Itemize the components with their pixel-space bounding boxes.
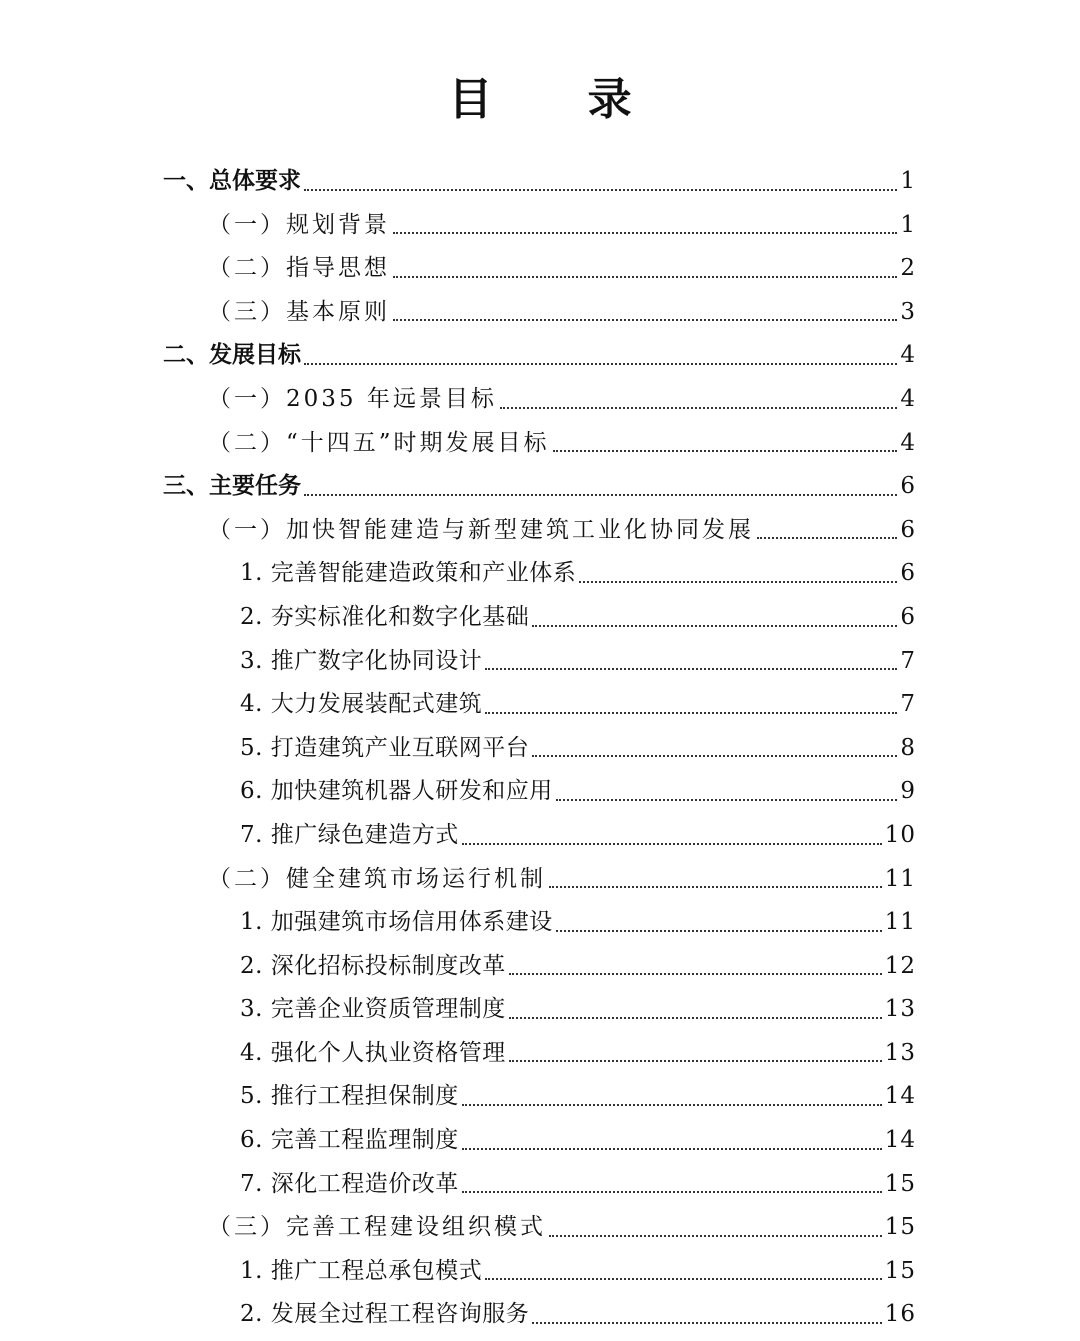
toc-dot-leader — [532, 1321, 881, 1324]
toc-page-number: 4 — [900, 385, 916, 412]
toc-page-number: 1 — [900, 211, 916, 238]
toc-page-number: 15 — [884, 1257, 916, 1284]
toc-dot-leader — [485, 711, 897, 714]
toc-page-number: 6 — [900, 516, 916, 543]
toc-dot-leader — [553, 449, 898, 452]
toc-entry-label: 二、发展目标 — [163, 342, 301, 369]
toc-dot-leader — [532, 754, 897, 757]
toc-dot-leader — [462, 1190, 882, 1193]
toc-page-number: 1 — [900, 168, 916, 194]
toc-dot-leader — [556, 798, 898, 801]
toc-page-number: 4 — [900, 342, 916, 369]
toc-dot-leader — [549, 885, 882, 888]
toc-dot-leader — [304, 362, 897, 365]
toc-page-number: 15 — [884, 1170, 916, 1197]
toc-entry-label: 2. 深化招标投标制度改革 — [240, 952, 506, 979]
toc-page-number: 13 — [884, 996, 916, 1023]
toc-page-number: 14 — [884, 1083, 916, 1110]
toc-dot-leader — [393, 275, 897, 278]
toc-entry-label: 3. 完善企业资质管理制度 — [240, 996, 506, 1023]
toc-page-number: 2 — [900, 255, 916, 282]
toc-entry[interactable] — [0, 1250, 1080, 1294]
toc-page-number: 6 — [900, 473, 916, 500]
toc-dot-leader — [757, 536, 897, 539]
toc-dot-leader — [532, 624, 897, 627]
toc-entry-label: 3. 推广数字化协同设计 — [240, 647, 483, 674]
toc-dot-leader — [485, 1277, 881, 1280]
toc-page-number: 6 — [900, 560, 916, 587]
toc-dot-leader — [393, 318, 897, 321]
toc-dot-leader — [579, 580, 897, 583]
toc-entry[interactable] — [0, 378, 1080, 422]
toc-page-number: 11 — [884, 865, 916, 892]
toc-entry[interactable] — [0, 988, 1080, 1032]
toc-entry-label: 6. 加快建筑机器人研发和应用 — [240, 778, 553, 805]
toc-page-number: 15 — [884, 1214, 916, 1241]
toc-entry-label: 6. 完善工程监理制度 — [240, 1127, 459, 1154]
table-of-contents — [0, 160, 1080, 1337]
toc-entry[interactable] — [0, 945, 1080, 989]
toc-dot-leader — [509, 972, 882, 975]
toc-entry-label: 三、主要任务 — [163, 473, 301, 500]
toc-entry-label: 2. 夯实标准化和数字化基础 — [240, 603, 530, 630]
toc-entry-label: 5. 打造建筑产业互联网平台 — [240, 734, 530, 761]
toc-dot-leader — [509, 1016, 882, 1019]
page-title: 目 录 — [448, 74, 672, 125]
toc-page-number: 7 — [900, 691, 916, 718]
toc-entry[interactable] — [0, 1206, 1080, 1250]
toc-entry-label: （三）基本原则 — [208, 298, 390, 325]
toc-entry-label: （一）2035 年远景目标 — [208, 385, 497, 412]
toc-dot-leader — [462, 1103, 882, 1106]
toc-entry[interactable] — [0, 247, 1080, 291]
toc-page-number: 10 — [884, 821, 916, 848]
toc-entry-label: 1. 完善智能建造政策和产业体系 — [240, 560, 577, 587]
toc-page-number: 6 — [900, 603, 916, 630]
toc-page-number: 3 — [900, 298, 916, 325]
toc-page-number: 12 — [884, 952, 916, 979]
toc-dot-leader — [304, 188, 897, 191]
toc-page-number: 9 — [900, 778, 916, 805]
toc-entry[interactable] — [0, 160, 1080, 204]
toc-entry[interactable] — [0, 291, 1080, 335]
toc-entry-label: 7. 深化工程造价改革 — [240, 1170, 459, 1197]
toc-dot-leader — [549, 1234, 882, 1237]
toc-entry[interactable] — [0, 901, 1080, 945]
toc-entry[interactable] — [0, 1119, 1080, 1163]
toc-entry[interactable] — [0, 422, 1080, 466]
toc-entry-label: 7. 推广绿色建造方式 — [240, 821, 459, 848]
toc-entry[interactable] — [0, 640, 1080, 684]
toc-entry[interactable] — [0, 770, 1080, 814]
toc-page-number: 7 — [900, 647, 916, 674]
toc-entry[interactable] — [0, 1293, 1080, 1337]
toc-entry-label: （一）规划背景 — [208, 211, 390, 238]
toc-entry-label: 5. 推行工程担保制度 — [240, 1083, 459, 1110]
toc-dot-leader — [462, 842, 882, 845]
toc-page-number: 16 — [884, 1301, 916, 1328]
toc-entry-label: 1. 推广工程总承包模式 — [240, 1257, 483, 1284]
toc-entry-label: 4. 大力发展装配式建筑 — [240, 691, 483, 718]
toc-entry[interactable] — [0, 683, 1080, 727]
toc-dot-leader — [500, 406, 898, 409]
toc-entry-label: （二）指导思想 — [208, 255, 390, 282]
toc-dot-leader — [509, 1059, 882, 1062]
toc-entry[interactable] — [0, 727, 1080, 771]
toc-page-number: 8 — [900, 734, 916, 761]
toc-entry[interactable] — [0, 596, 1080, 640]
toc-entry-label: 4. 强化个人执业资格管理 — [240, 1039, 506, 1066]
toc-entry[interactable] — [0, 858, 1080, 902]
toc-dot-leader — [485, 667, 897, 670]
toc-dot-leader — [393, 231, 897, 234]
toc-entry-label: 1. 加强建筑市场信用体系建设 — [240, 909, 553, 936]
toc-page-number: 11 — [884, 909, 916, 936]
toc-entry-label: （二）健全建筑市场运行机制 — [208, 865, 546, 892]
toc-entry-label: 2. 发展全过程工程咨询服务 — [240, 1301, 530, 1328]
toc-entry[interactable] — [0, 204, 1080, 248]
toc-page-number: 4 — [900, 429, 916, 456]
toc-entry-label: （二）“十四五”时期发展目标 — [208, 429, 550, 456]
toc-dot-leader — [556, 929, 882, 932]
toc-dot-leader — [304, 493, 897, 496]
toc-page-number: 13 — [884, 1039, 916, 1066]
toc-entry[interactable] — [0, 509, 1080, 553]
toc-entry-label: （一）加快智能建造与新型建筑工业化协同发展 — [208, 516, 754, 543]
toc-entry[interactable] — [0, 1075, 1080, 1119]
toc-entry[interactable] — [0, 1163, 1080, 1207]
toc-entry[interactable] — [0, 1032, 1080, 1076]
toc-entry[interactable] — [0, 465, 1080, 509]
toc-page-number: 14 — [884, 1127, 916, 1154]
toc-entry[interactable] — [0, 334, 1080, 378]
toc-entry-label: 一、总体要求 — [163, 168, 301, 194]
toc-entry-label: （三）完善工程建设组织模式 — [208, 1214, 546, 1241]
toc-entry[interactable] — [0, 814, 1080, 858]
toc-dot-leader — [462, 1147, 882, 1150]
toc-entry[interactable] — [0, 552, 1080, 596]
